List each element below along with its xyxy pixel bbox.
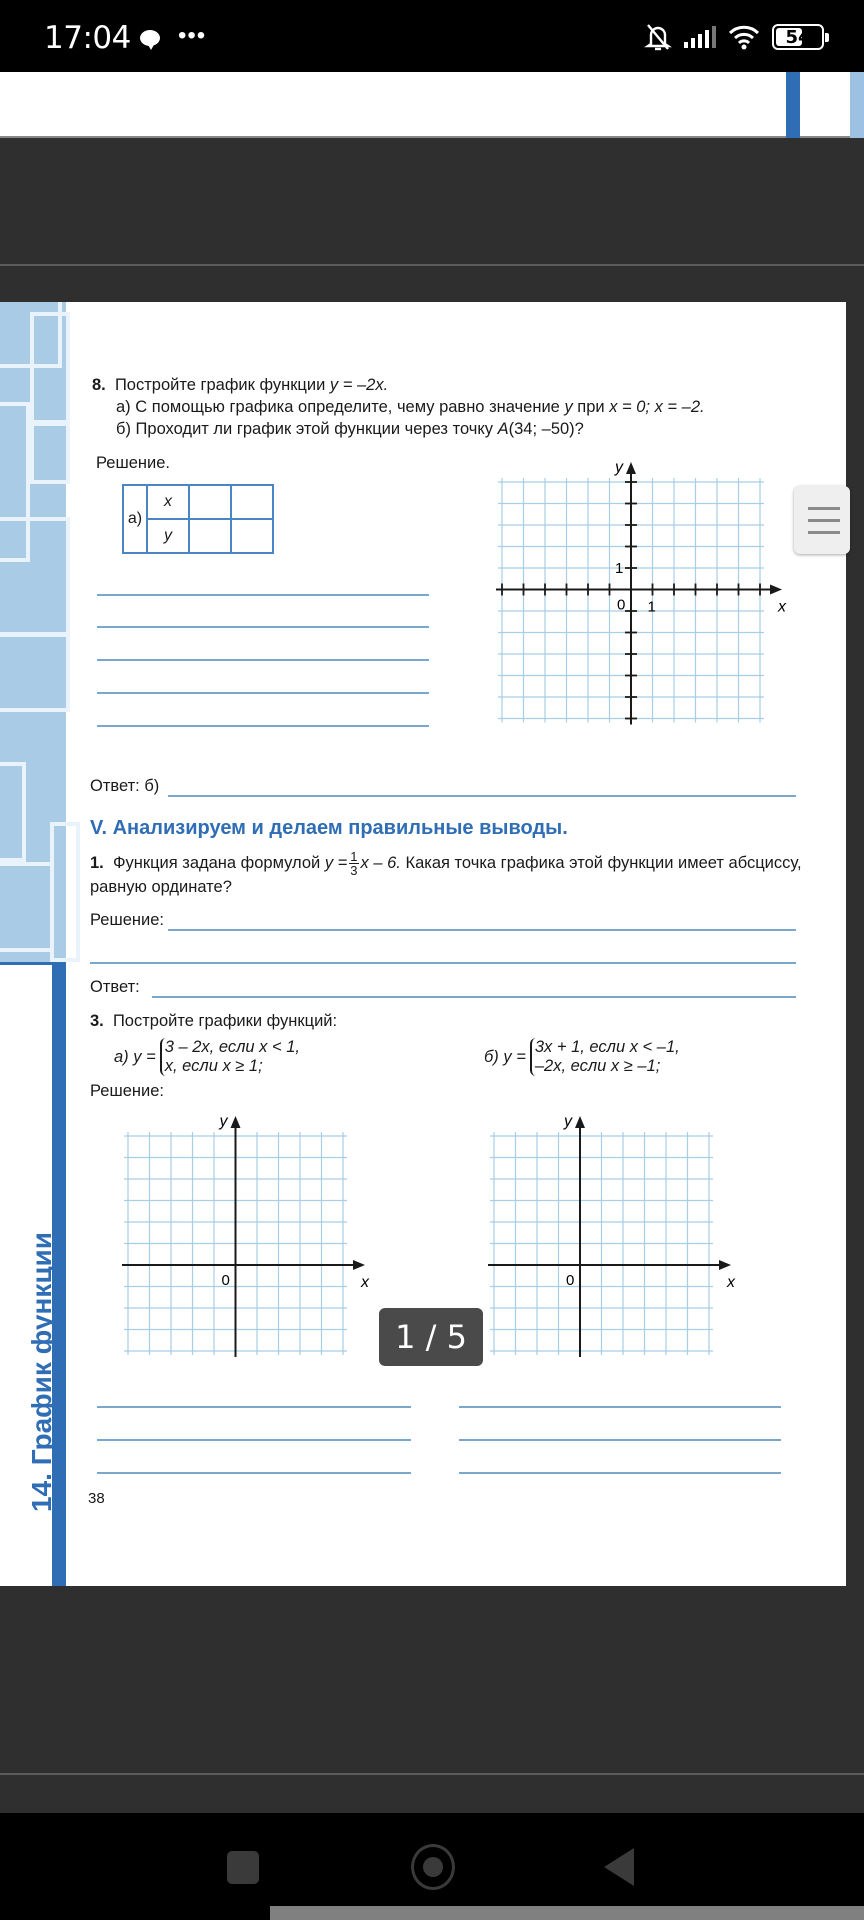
task3-part-a: а) y = 3 – 2x, если x < 1, x, если x ≥ 1; [114, 1038, 300, 1075]
task3-statement: 3. Постройте графики функций: [90, 1012, 338, 1030]
battery-icon [772, 24, 824, 50]
x-axis-label: x [361, 1274, 369, 1291]
task1-statement: 1. Функция задана формулой y = $\frac{1}{3}$ x – 6. Какая точка графика этой функции имеет абсциссу, [90, 849, 802, 878]
table-cell[interactable] [189, 519, 231, 553]
table-label: а) [123, 485, 147, 553]
task3-solution-label: Решение: [90, 1082, 164, 1100]
wifi-icon [728, 24, 760, 50]
more-notifications-icon: ••• [178, 22, 207, 49]
answer-line [97, 725, 429, 727]
battery-level: 54 [785, 26, 811, 48]
answer-line [459, 1406, 781, 1408]
answer-line [459, 1472, 781, 1474]
x-axis-label: x [727, 1274, 735, 1291]
side-decoration [0, 302, 66, 962]
answer-line [459, 1439, 781, 1441]
table-cell[interactable] [231, 485, 273, 519]
xy-table [122, 484, 274, 554]
gesture-bar [270, 1906, 864, 1920]
y-axis-label: y [219, 1113, 228, 1130]
previous-page-edge [0, 72, 864, 138]
divider [0, 264, 864, 266]
table-header-x: x [147, 485, 189, 519]
bell-muted-icon [644, 22, 672, 52]
viewer-menu-button[interactable] [794, 486, 850, 554]
page-counter: 1 / 5 [379, 1308, 483, 1366]
document-page [0, 302, 846, 1586]
answer-line [97, 1406, 411, 1408]
y-axis-arrow [575, 1116, 585, 1128]
answer-line [97, 594, 429, 596]
answer-line [168, 795, 796, 797]
origin-label: 0 [221, 1272, 230, 1289]
hamburger-icon [808, 507, 840, 510]
task8-part-b: б) Проходит ли график этой функции через точку A(34; –50)? [116, 420, 584, 438]
home-icon[interactable] [411, 1844, 455, 1890]
divider [0, 1773, 864, 1775]
coordinate-grid-task8 [492, 459, 786, 732]
section-title: V. Анализируем и делаем правильные выводы. [90, 817, 568, 839]
page-number: 38 [88, 1490, 105, 1507]
x-unit-label: 1 [647, 598, 656, 616]
back-icon[interactable] [604, 1848, 634, 1886]
answer-line [97, 1472, 411, 1474]
status-bar [0, 0, 864, 72]
answer-line [97, 1439, 411, 1441]
answer-line [168, 929, 796, 931]
status-time: 17:04 [44, 20, 131, 56]
table-header-y: y [147, 519, 189, 553]
chapter-title: 14. График функции [26, 1232, 57, 1512]
y-axis-arrow [626, 462, 636, 474]
origin-label: 0 [566, 1272, 575, 1289]
answer-line [152, 996, 796, 998]
answer-line [90, 962, 796, 964]
table-cell[interactable] [231, 519, 273, 553]
x-axis-label: x [778, 598, 786, 616]
x-axis-arrow [719, 1260, 731, 1270]
coordinate-grid-task3a [118, 1114, 378, 1364]
y-unit-label: 1 [615, 560, 624, 577]
answer-line [97, 659, 429, 661]
chat-bubble-icon [140, 30, 160, 46]
signal-icon [684, 26, 716, 48]
answer-line [97, 692, 429, 694]
task1-answer-label: Ответ: [90, 978, 140, 996]
answer-line [97, 626, 429, 628]
task1-statement-line2: равную ординате? [90, 878, 232, 896]
task8-part-a: а) С помощью графика определите, чему равно значение y при x = 0; x = –2. [116, 398, 705, 416]
task8-statement: 8. Постройте график функции y = –2x. [92, 376, 389, 394]
y-axis-label: y [615, 459, 623, 476]
recent-apps-icon[interactable] [227, 1851, 259, 1884]
origin-label: 0 [617, 596, 626, 614]
x-axis-arrow [770, 585, 782, 595]
y-axis-arrow [231, 1116, 241, 1128]
x-axis-arrow [353, 1260, 365, 1270]
table-cell[interactable] [189, 485, 231, 519]
y-axis-label: y [564, 1113, 572, 1130]
task8-solution-label: Решение. [96, 454, 170, 472]
task1-solution-label: Решение: [90, 911, 164, 929]
task8-answer-label: Ответ: б) [90, 777, 160, 795]
task3-part-b: б) y = 3x + 1, если x < –1, –2x, если x ≥ –1; [484, 1038, 680, 1075]
coordinate-grid-task3b [484, 1114, 744, 1364]
